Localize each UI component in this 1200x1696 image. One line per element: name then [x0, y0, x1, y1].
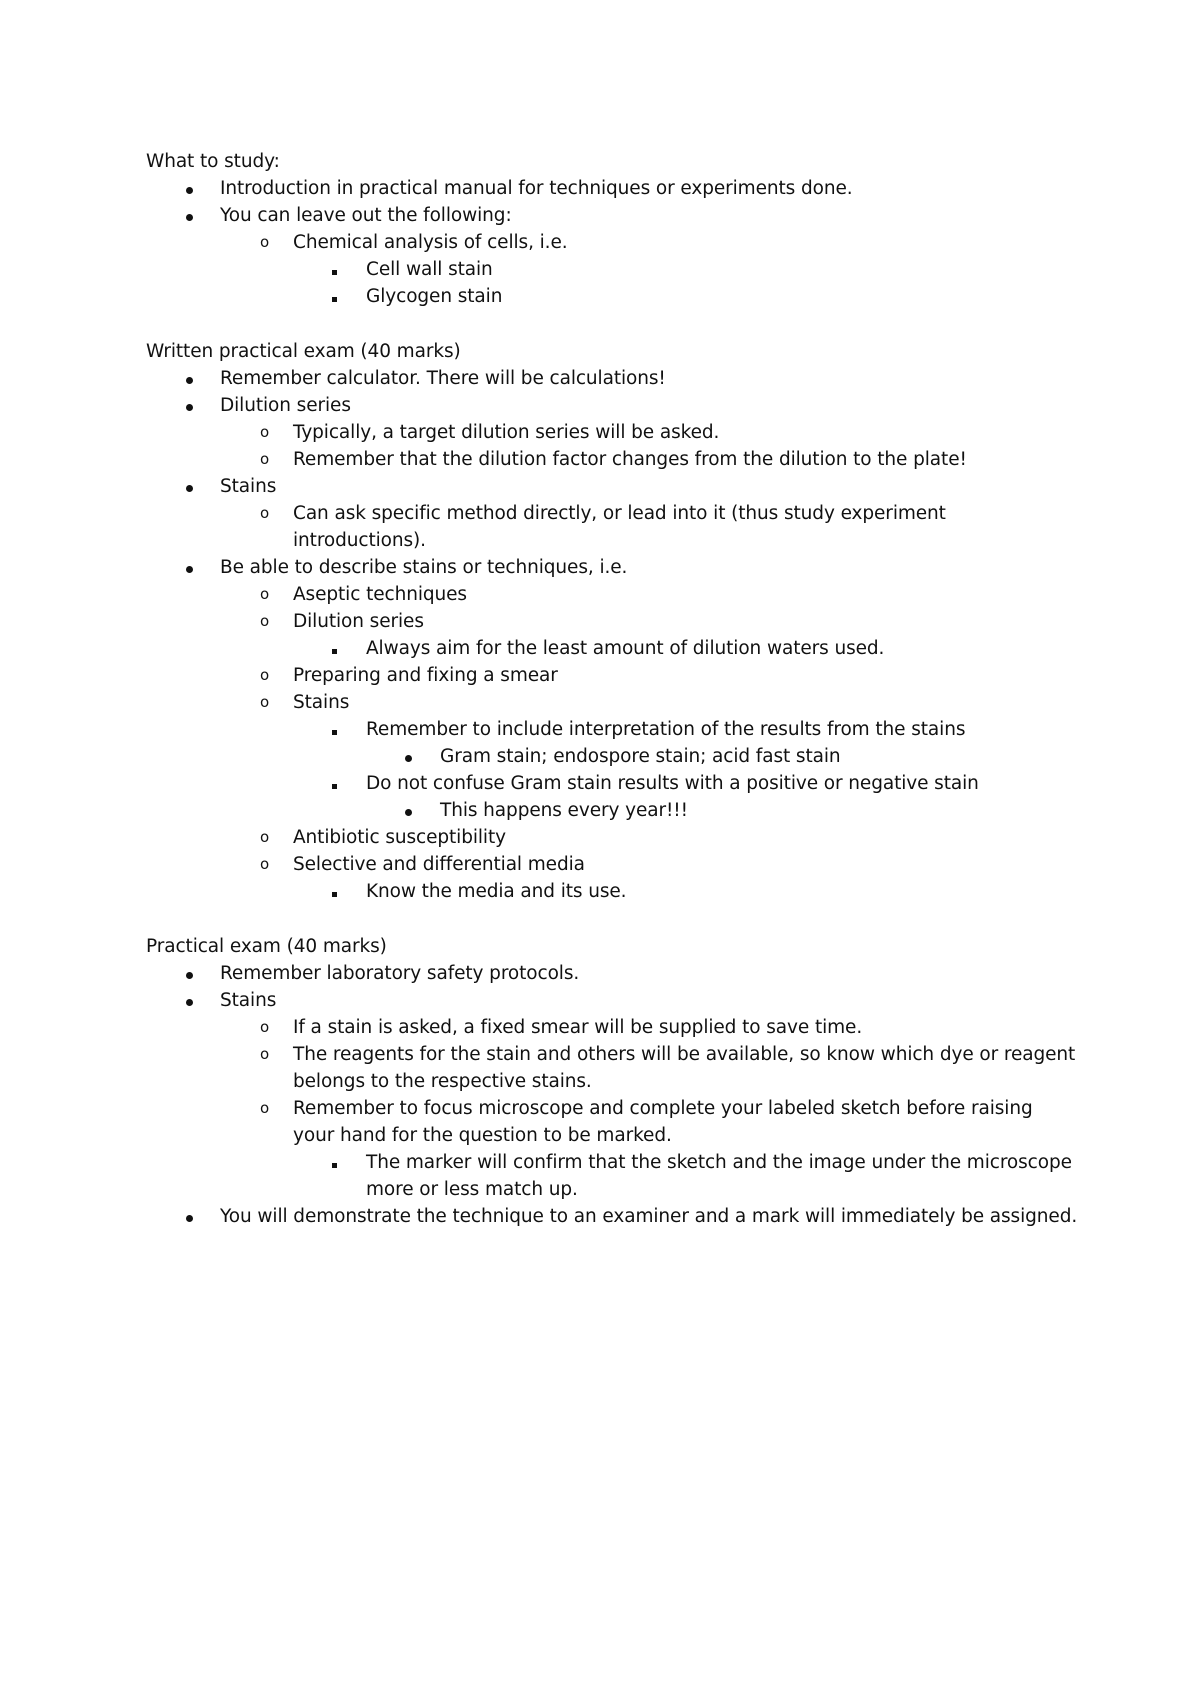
- list-item: Do not confuse Gram stain results with a positive or negative stain: [366, 773, 979, 794]
- bullet-hollow: o: [260, 423, 270, 441]
- list-item: Remember laboratory safety protocols.: [220, 963, 580, 984]
- bullet-hollow: o: [260, 612, 270, 630]
- list-item: You will demonstrate the technique to an examiner and a mark will immediately be assigned.: [220, 1206, 1078, 1227]
- list-item: Know the media and its use.: [366, 881, 627, 902]
- bullet-square: [332, 878, 337, 905]
- bullet-dot: [186, 960, 193, 987]
- bullet-hollow: o: [260, 1045, 270, 1063]
- list-item: Stains: [220, 476, 277, 497]
- list-item: Stains: [220, 990, 277, 1011]
- list-item: Remember to include interpretation of the results from the stains: [366, 719, 966, 740]
- list-item: Cell wall stain: [366, 259, 493, 280]
- list-item: Remember to focus microscope and complete your labeled sketch before raising: [293, 1098, 1033, 1119]
- list-item: Can ask specific method directly, or lead into it (thus study experiment: [293, 503, 946, 524]
- bullet-hollow: o: [260, 1099, 270, 1117]
- list-item: Chemical analysis of cells, i.e.: [293, 232, 568, 253]
- list-item-continuation: introductions).: [293, 530, 426, 551]
- bullet-dot: [186, 175, 193, 202]
- bullet-square: [332, 1149, 337, 1176]
- list-item-continuation: belongs to the respective stains.: [293, 1071, 592, 1092]
- list-item: Remember calculator. There will be calculations!: [220, 368, 666, 389]
- list-item: Gram stain; endospore stain; acid fast stain: [440, 746, 841, 767]
- bullet-hollow: o: [260, 585, 270, 603]
- list-item: Dilution series: [220, 395, 351, 416]
- bullet-hollow: o: [260, 1018, 270, 1036]
- list-item: Antibiotic susceptibility: [293, 827, 506, 848]
- bullet-dot: [405, 743, 412, 770]
- list-item-continuation: your hand for the question to be marked.: [293, 1125, 672, 1146]
- section-heading-practical-exam: Practical exam (40 marks): [146, 936, 387, 957]
- list-item: Dilution series: [293, 611, 424, 632]
- list-item: If a stain is asked, a fixed smear will be supplied to save time.: [293, 1017, 863, 1038]
- list-item: Stains: [293, 692, 350, 713]
- bullet-square: [332, 256, 337, 283]
- list-item: You can leave out the following:: [220, 205, 512, 226]
- list-item: Aseptic techniques: [293, 584, 467, 605]
- list-item-continuation: more or less match up.: [366, 1179, 578, 1200]
- bullet-dot: [186, 202, 193, 229]
- bullet-dot: [186, 365, 193, 392]
- bullet-hollow: o: [260, 828, 270, 846]
- bullet-hollow: o: [260, 504, 270, 522]
- bullet-dot: [186, 473, 193, 500]
- list-item: Typically, a target dilution series will be asked.: [293, 422, 720, 443]
- section-heading-written-exam: Written practical exam (40 marks): [146, 341, 461, 362]
- bullet-dot: [186, 1203, 193, 1230]
- bullet-dot: [186, 392, 193, 419]
- bullet-square: [332, 635, 337, 662]
- bullet-dot: [405, 797, 412, 824]
- list-item: Remember that the dilution factor changes from the dilution to the plate!: [293, 449, 967, 470]
- bullet-dot: [186, 987, 193, 1014]
- bullet-hollow: o: [260, 233, 270, 251]
- list-item: Preparing and fixing a smear: [293, 665, 558, 686]
- list-item: The reagents for the stain and others will be available, so know which dye or reagent: [293, 1044, 1076, 1065]
- list-item: Glycogen stain: [366, 286, 503, 307]
- list-item: The marker will confirm that the sketch and the image under the microscope: [366, 1152, 1072, 1173]
- bullet-hollow: o: [260, 693, 270, 711]
- list-item: Selective and differential media: [293, 854, 585, 875]
- bullet-square: [332, 716, 337, 743]
- bullet-dot: [186, 554, 193, 581]
- bullet-square: [332, 770, 337, 797]
- list-item: Be able to describe stains or techniques, i.e.: [220, 557, 628, 578]
- bullet-hollow: o: [260, 855, 270, 873]
- bullet-hollow: o: [260, 450, 270, 468]
- section-heading-what-to-study: What to study:: [146, 151, 280, 172]
- list-item: Introduction in practical manual for techniques or experiments done.: [220, 178, 853, 199]
- list-item: Always aim for the least amount of dilution waters used.: [366, 638, 885, 659]
- bullet-hollow: o: [260, 666, 270, 684]
- list-item: This happens every year!!!: [440, 800, 688, 821]
- bullet-square: [332, 283, 337, 310]
